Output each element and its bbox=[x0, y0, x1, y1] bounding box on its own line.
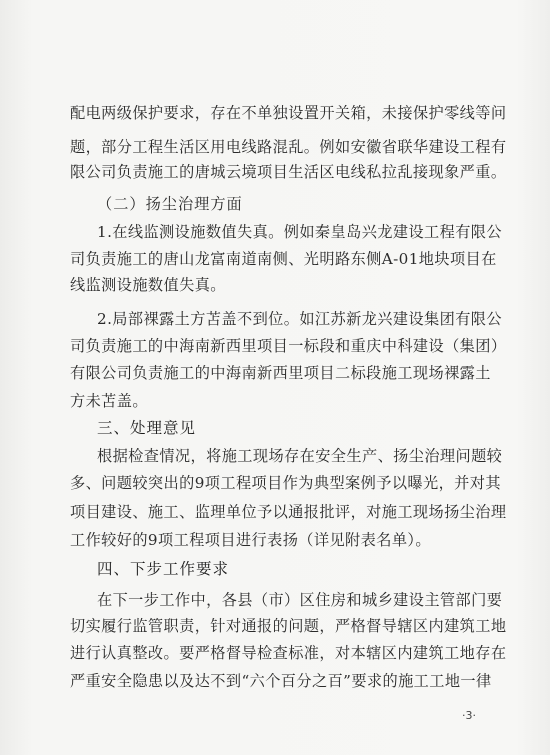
body-line: 工作较好的9项工程项目进行表扬（详见附表名单）。 bbox=[70, 531, 431, 549]
body-line: 司负责施工的唐山龙富南道南侧、光明路东侧A-01地块项目在 bbox=[70, 250, 497, 268]
body-line: 项目建设、施工、监理单位予以通报批评，对施工现场扬尘治理 bbox=[70, 503, 507, 521]
body-line: 1.在线监测设施数值失真。例如秦皇岛兴龙建设工程有限公 bbox=[97, 223, 502, 241]
body-line: 进行认真整改。要严格督导检查标准，对本辖区内建筑工地存在 bbox=[70, 644, 507, 662]
body-line: 配电两级保护要求，存在不单独设置开关箱，未接保护零线等问 bbox=[70, 104, 507, 122]
body-line: 方未苫盖。 bbox=[70, 392, 148, 410]
body-line: 切实履行监管职责，针对通报的问题，严格督导辖区内建筑工地 bbox=[70, 617, 507, 635]
section-heading: 三、处理意见 bbox=[97, 419, 197, 437]
body-line: 严重安全隐患以及达不到“六个百分之百”要求的施工工地一律 bbox=[70, 672, 492, 690]
body-line: 在下一步工作中，各县（市）区住房和城乡建设主管部门要 bbox=[97, 591, 503, 609]
section-heading: 四、下步工作要求 bbox=[97, 560, 230, 578]
page-number: ·3· bbox=[462, 709, 476, 722]
body-line: 线监测设施数值失真。 bbox=[70, 276, 226, 294]
section-subheading: （二）扬尘治理方面 bbox=[97, 195, 243, 213]
body-line: 有限公司负责施工的中海南新西里项目二标段施工现场裸露土 bbox=[70, 364, 491, 382]
body-line: 司负责施工的中海南新西里项目一标段和重庆中科建设（集团） bbox=[70, 337, 507, 355]
body-line: 根据检查情况，将施工现场存在安全生产、扬尘治理问题较 bbox=[97, 447, 503, 465]
body-line: 2.局部裸露土方苫盖不到位。如江苏新龙兴建设集团有限公 bbox=[97, 310, 502, 328]
body-line: 题，部分工程生活区用电线路混乱。例如安徽省联华建设工程有 bbox=[70, 138, 507, 156]
body-line: 限公司负责施工的唐城云境项目生活区电线私拉乱接现象严重。 bbox=[70, 163, 507, 181]
body-line: 多、问题较突出的9项工程项目作为典型案例予以曝光，并对其 bbox=[70, 474, 501, 492]
